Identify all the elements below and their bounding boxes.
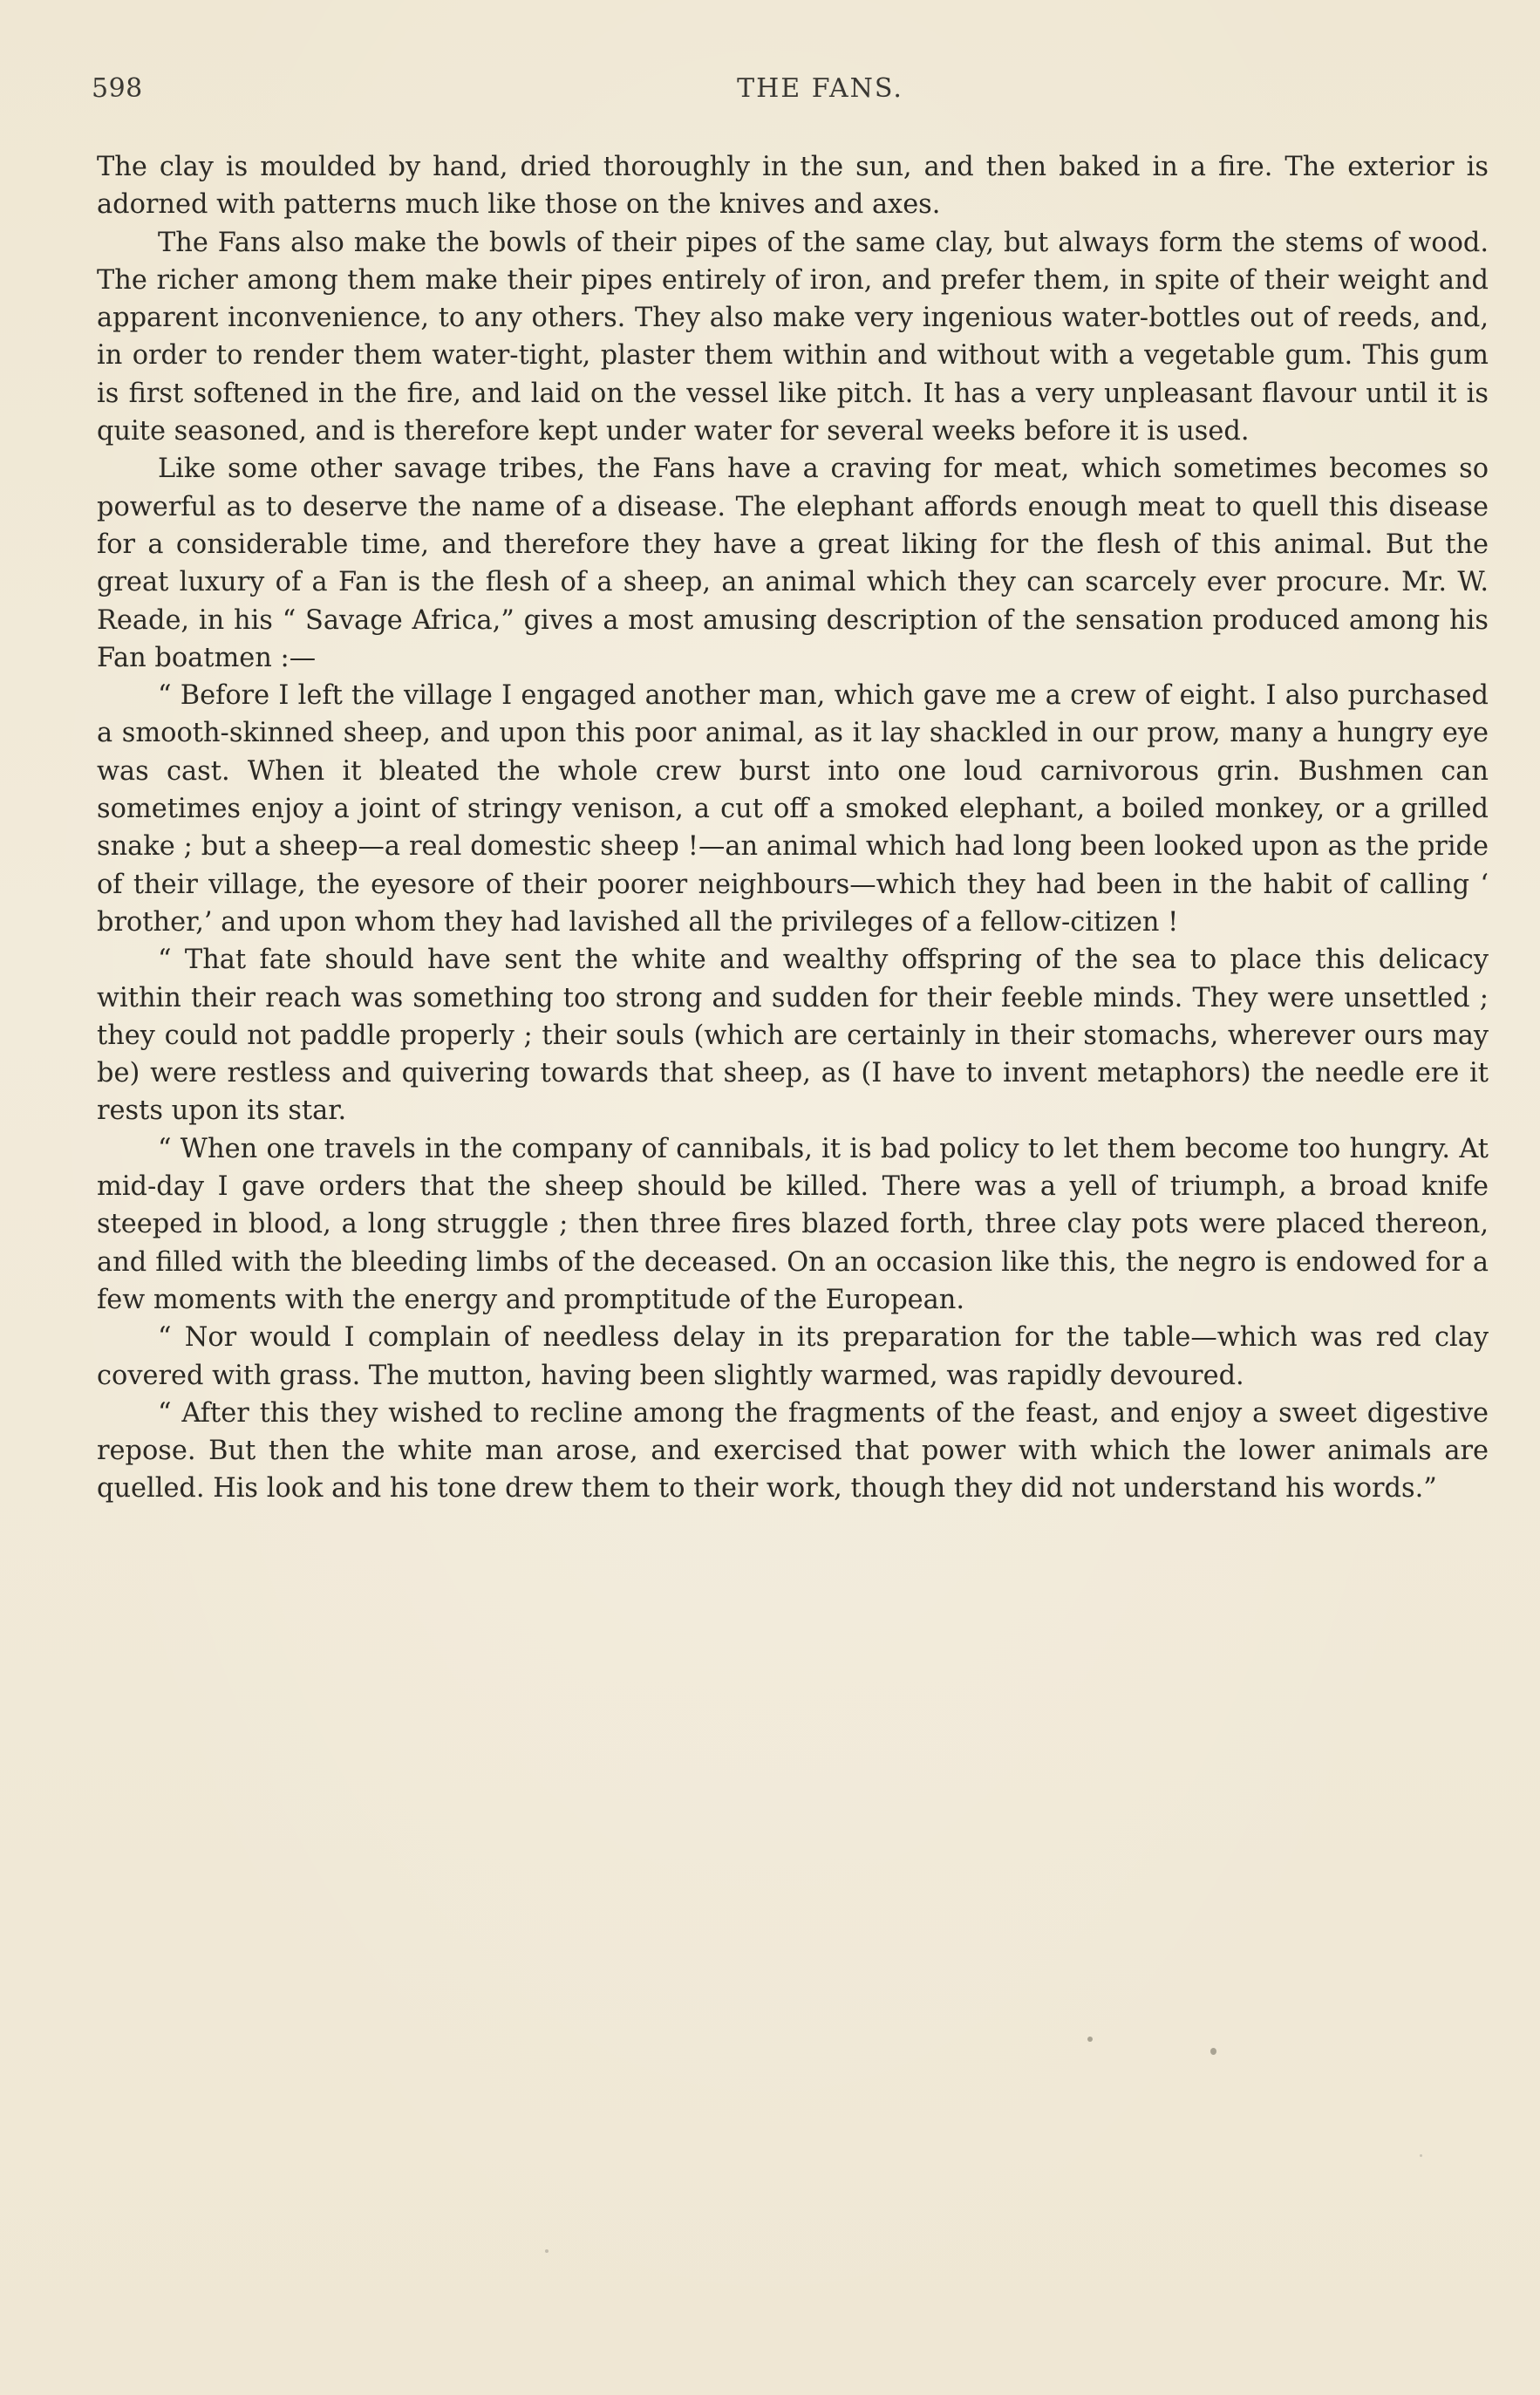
running-title: THE FANS. xyxy=(737,73,903,104)
paragraph-3: Like some other savage tribes, the Fans have a craving for meat, which sometimes becomes so powerful as to deserve the name of a disease. The elephant affords enough meat to quell this disease for a considerable time, and therefore they have a great liking for the flesh of this animal. But the great luxury of a Fan is the flesh of a sheep, an animal which they can scarcely ever procure. Mr. W. Reade, in his “ Savage Africa,” gives a most amusing description of the sensation produced among his Fan boatmen :— xyxy=(97,454,1489,673)
paragraph-1: The clay is moulded by hand, dried thoroughly in the sun, and then baked in a fire. The exterior is adorned with patterns much like those on the knives and axes. xyxy=(97,152,1489,221)
paper-speck xyxy=(1420,2154,1422,2157)
paper-speck xyxy=(1210,2048,1216,2055)
quote-paragraph-3: “ When one travels in the company of cannibals, it is bad policy to let them become too hungry. At mid-day I gave orders that the sheep should be killed. There was a yell of triumph, a broad knife steeped in blood, a long struggle ; then three fires blazed forth, three clay pots were placed thereon, and filled with the bleeding limbs of the deceased. On an occasion like this, the negro is endowed for a few moments with the energy and promptitude of the European. xyxy=(97,1133,1489,1315)
page-number: 598 xyxy=(92,73,143,104)
quote-paragraph-1: “ Before I left the village I engaged another man, which gave me a crew of eight. I also purchased a smooth-skinned sheep, and upon this poor animal, as it lay shackled in our prow, many a hungry eye was cast. When it bleated the whole crew burst into one loud carnivorous grin. Bushmen can sometimes enjoy a joint of stringy venison, a cut off a smoked elephant, a boiled monkey, or a grilled snake ; but a sheep—a real domestic sheep !—an animal which had long been looked upon as the pride of their village, the eyesore of their poorer neighbours—which they had been in the habit of calling ‘ brother,’ and upon whom they had lavished all the privileges of a fellow-citizen ! xyxy=(97,680,1489,938)
running-head xyxy=(92,73,1496,112)
paper-speck xyxy=(545,2249,549,2253)
quote-paragraph-4: “ Nor would I complain of needless delay in its preparation for the table—which was red clay covered with grass. The mutton, having been slightly warmed, was rapidly devoured. xyxy=(97,1322,1489,1391)
paragraph-2: The Fans also make the bowls of their pipes of the same clay, but always form the stems of wood. The richer among them make their pipes entirely of iron, and prefer them, in spite of their weight and apparent inconvenience, to any others. They also make very ingenious water-bottles out of reeds, and, in order to render them water-tight, plaster them within and without with a vegetable gum. This gum is first softened in the fire, and laid on the vessel like pitch. It has a very unpleasant flavour until it is quite seasoned, and is therefore kept under water for several weeks before it is used. xyxy=(97,227,1489,447)
quote-paragraph-5: “ After this they wished to recline among the fragments of the feast, and enjoy a sweet digestive repose. But then the white man arose, and exercised that power with which the lower animals are quelled. His look and his tone drew them to their work, though they did not understand his words.” xyxy=(97,1397,1489,1505)
quote-paragraph-2: “ That fate should have sent the white and wealthy offspring of the sea to place this delicacy within their reach was something too strong and sudden for their feeble minds. They were unsettled ; they could not paddle properly ; their souls (which are certainly in their stomachs, wherever ours may be) were restless and quivering towards that sheep, as (I have to invent metaphors) the needle ere it rests upon its star. xyxy=(97,945,1489,1127)
body-text xyxy=(97,148,1489,1508)
paper-speck xyxy=(1087,2037,1093,2042)
